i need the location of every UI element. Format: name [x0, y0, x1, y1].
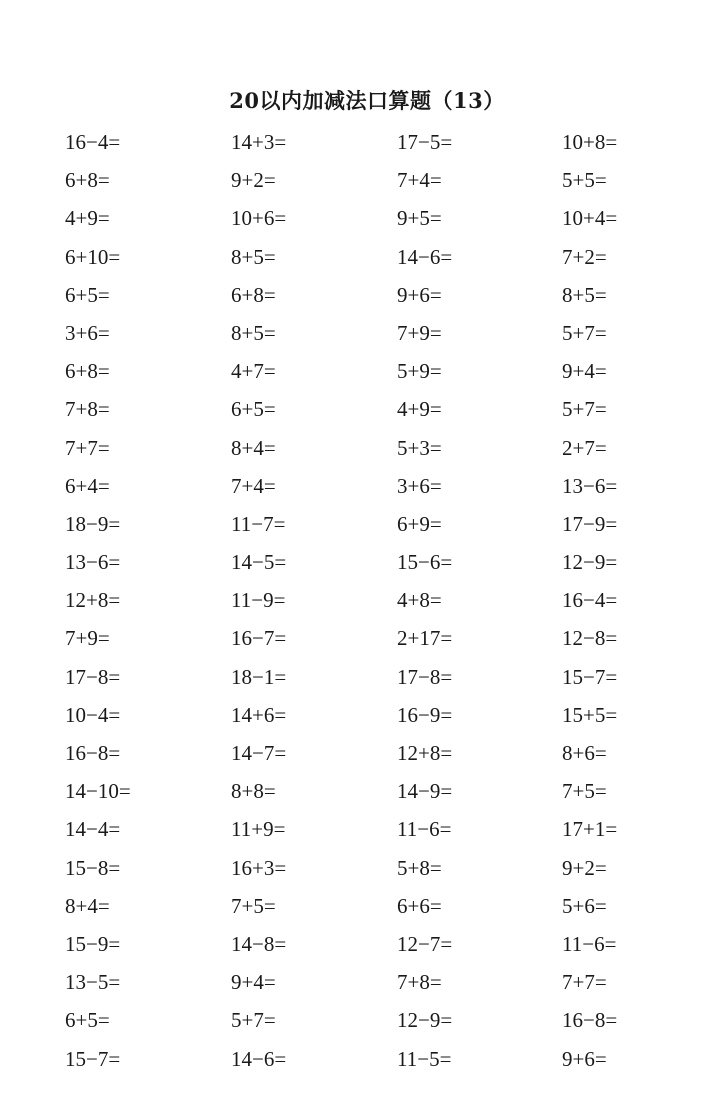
- arithmetic-problem: 5+7=: [231, 1008, 276, 1033]
- arithmetic-problem: 3+6=: [397, 473, 442, 498]
- arithmetic-problem: 12−7=: [397, 931, 453, 956]
- arithmetic-problem: 5+7=: [562, 320, 607, 345]
- arithmetic-problem: 12+8=: [65, 588, 121, 613]
- arithmetic-problem: 14−8=: [231, 931, 287, 956]
- arithmetic-problem: 11+9=: [231, 817, 286, 842]
- arithmetic-problem: 9+2=: [562, 855, 607, 880]
- arithmetic-problem: 8+8=: [231, 779, 276, 804]
- arithmetic-problem: 2+7=: [562, 435, 607, 460]
- arithmetic-problem: 6+8=: [65, 168, 110, 193]
- arithmetic-problem: 11−6=: [562, 931, 617, 956]
- arithmetic-problem: 14−10=: [65, 779, 131, 804]
- arithmetic-problem: 6+6=: [397, 893, 442, 918]
- arithmetic-problem: 7+7=: [65, 435, 110, 460]
- arithmetic-problem: 16+3=: [231, 855, 287, 880]
- arithmetic-problem: 12−9=: [562, 550, 618, 575]
- arithmetic-problem: 11−9=: [231, 588, 286, 613]
- arithmetic-problem: 17−8=: [65, 664, 121, 689]
- arithmetic-problem: 6+10=: [65, 244, 121, 269]
- arithmetic-problem: 17+1=: [562, 817, 618, 842]
- arithmetic-problem: 12+8=: [397, 741, 453, 765]
- arithmetic-problem: 7+2=: [562, 244, 607, 269]
- arithmetic-problem: 12−9=: [397, 1008, 453, 1033]
- arithmetic-problem: 13−6=: [562, 473, 618, 498]
- arithmetic-problem: 15−8=: [65, 855, 121, 880]
- arithmetic-problem: 7+8=: [397, 970, 442, 995]
- arithmetic-problem: 7+5=: [562, 779, 607, 804]
- arithmetic-problem: 15+5=: [562, 702, 618, 727]
- arithmetic-problem: 16−7=: [231, 626, 287, 651]
- arithmetic-problem: 2+17=: [397, 626, 453, 651]
- arithmetic-problem: 7+4=: [231, 473, 276, 498]
- arithmetic-problem: 5+3=: [397, 435, 442, 460]
- problem-grid: [65, 123, 685, 1078]
- arithmetic-problem: 7+9=: [65, 626, 110, 651]
- arithmetic-problem: 14−4=: [65, 817, 121, 842]
- arithmetic-problem: 13−5=: [65, 970, 121, 995]
- arithmetic-problem: 14−5=: [231, 550, 287, 575]
- arithmetic-problem: 17−8=: [397, 664, 453, 689]
- arithmetic-problem: 8+5=: [562, 282, 607, 307]
- arithmetic-problem: 4+9=: [397, 397, 442, 422]
- arithmetic-problem: 14−7=: [231, 741, 287, 765]
- arithmetic-problem: 5+6=: [562, 893, 607, 918]
- arithmetic-problem: 4+7=: [231, 359, 276, 384]
- arithmetic-problem: 8+6=: [562, 741, 607, 765]
- arithmetic-problem: 9+4=: [231, 970, 276, 995]
- arithmetic-problem: 10+6=: [231, 206, 287, 231]
- arithmetic-problem: 9+4=: [562, 359, 607, 384]
- arithmetic-problem: 6+8=: [65, 359, 110, 384]
- arithmetic-problem: 5+7=: [562, 397, 607, 422]
- arithmetic-problem: 16−8=: [562, 1008, 618, 1033]
- arithmetic-problem: 13−6=: [65, 550, 121, 575]
- arithmetic-problem: 7+7=: [562, 970, 607, 995]
- arithmetic-problem: 11−6=: [397, 817, 452, 842]
- arithmetic-problem: 16−9=: [397, 702, 453, 727]
- arithmetic-problem: 4+9=: [65, 206, 110, 231]
- arithmetic-problem: 15−9=: [65, 931, 121, 956]
- arithmetic-problem: 14−9=: [397, 779, 453, 804]
- arithmetic-problem: 7+8=: [65, 397, 110, 422]
- arithmetic-problem: 6+9=: [397, 511, 442, 536]
- arithmetic-problem: 15−7=: [562, 664, 618, 689]
- arithmetic-problem: 17−5=: [397, 130, 453, 154]
- arithmetic-problem: 16−8=: [65, 741, 121, 765]
- arithmetic-problem: 7+5=: [231, 893, 276, 918]
- arithmetic-problem: 7+9=: [397, 320, 442, 345]
- arithmetic-problem: 6+4=: [65, 473, 110, 498]
- arithmetic-problem: 14−6=: [397, 244, 453, 269]
- arithmetic-problem: 8+4=: [231, 435, 276, 460]
- arithmetic-problem: 18−9=: [65, 511, 121, 536]
- arithmetic-problem: 6+5=: [65, 282, 110, 307]
- arithmetic-problem: 6+8=: [231, 282, 276, 307]
- arithmetic-problem: 15−7=: [65, 1046, 121, 1071]
- arithmetic-problem: 6+5=: [65, 1008, 110, 1033]
- arithmetic-problem: 4+8=: [397, 588, 442, 613]
- arithmetic-problem: 6+5=: [231, 397, 276, 422]
- worksheet-title: 20以内加减法口算题（13）: [229, 88, 505, 113]
- arithmetic-problem: 11−5=: [397, 1046, 452, 1071]
- arithmetic-problem: 16−4=: [562, 588, 618, 613]
- arithmetic-problem: 17−9=: [562, 511, 618, 536]
- arithmetic-problem: 9+6=: [562, 1046, 607, 1071]
- arithmetic-problem: 3+6=: [65, 320, 110, 345]
- arithmetic-problem: 5+5=: [562, 168, 607, 193]
- arithmetic-problem: 8+4=: [65, 893, 110, 918]
- arithmetic-problem: 18−1=: [231, 664, 287, 689]
- arithmetic-problem: 9+5=: [397, 206, 442, 231]
- arithmetic-problem: 15−6=: [397, 550, 453, 575]
- arithmetic-problem: 10+8=: [562, 130, 618, 154]
- arithmetic-problem: 5+8=: [397, 855, 442, 880]
- arithmetic-problem: 10−4=: [65, 702, 121, 727]
- arithmetic-problem: 11−7=: [231, 511, 286, 536]
- arithmetic-problem: 14+6=: [231, 702, 287, 727]
- arithmetic-problem: 9+6=: [397, 282, 442, 307]
- arithmetic-problem: 16−4=: [65, 130, 121, 154]
- arithmetic-problem: 7+4=: [397, 168, 442, 193]
- arithmetic-problem: 14+3=: [231, 130, 287, 154]
- arithmetic-problem: 14−6=: [231, 1046, 287, 1071]
- arithmetic-problem: 8+5=: [231, 244, 276, 269]
- arithmetic-problem: 5+9=: [397, 359, 442, 384]
- arithmetic-problem: 12−8=: [562, 626, 618, 651]
- arithmetic-problem: 8+5=: [231, 320, 276, 345]
- arithmetic-problem: 10+4=: [562, 206, 618, 231]
- arithmetic-problem: 9+2=: [231, 168, 276, 193]
